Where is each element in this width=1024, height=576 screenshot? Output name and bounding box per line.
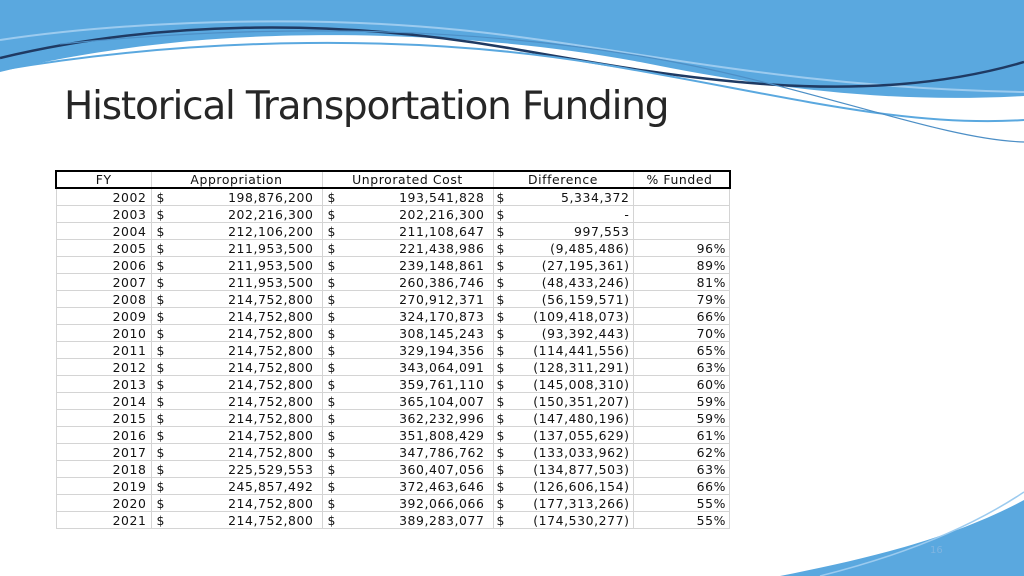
currency-symbol: $ <box>496 478 505 494</box>
cell-appropriation <box>151 342 322 359</box>
cell-appropriation <box>151 223 322 240</box>
cell-percent-funded: 61% <box>633 427 730 444</box>
cell-difference <box>493 223 633 240</box>
cell-unprorated-cost <box>322 393 493 410</box>
cell-difference <box>493 512 633 529</box>
cell-percent-funded: 63% <box>633 359 730 376</box>
cell-percent-funded: 70% <box>633 325 730 342</box>
currency-symbol: $ <box>156 410 165 426</box>
cell-unprorated-cost <box>322 206 493 223</box>
cell-percent-funded: 59% <box>633 393 730 410</box>
cell-difference-value: (109,418,073) <box>533 308 630 324</box>
table-row <box>56 342 730 359</box>
table-row <box>56 461 730 478</box>
cell-percent-funded: 55% <box>633 512 730 529</box>
table-row <box>56 240 730 257</box>
currency-symbol: $ <box>327 257 336 273</box>
currency-symbol: $ <box>156 478 165 494</box>
cell-fy: 2013 <box>56 376 151 393</box>
cell-unprorated-cost-value: 343,064,091 <box>399 359 485 375</box>
cell-percent-funded <box>633 223 730 240</box>
cell-appropriation-value: 214,752,800 <box>228 393 314 409</box>
cell-appropriation-value: 214,752,800 <box>228 427 314 443</box>
cell-unprorated-cost <box>322 240 493 257</box>
cell-appropriation <box>151 291 322 308</box>
cell-appropriation-value: 212,106,200 <box>228 223 314 239</box>
cell-difference-value: (137,055,629) <box>533 427 630 443</box>
table-row <box>56 188 730 206</box>
cell-unprorated-cost-value: 239,148,861 <box>399 257 485 273</box>
currency-symbol: $ <box>496 359 505 375</box>
cell-appropriation <box>151 274 322 291</box>
currency-symbol: $ <box>496 223 505 239</box>
currency-symbol: $ <box>327 308 336 324</box>
table-row <box>56 478 730 495</box>
cell-unprorated-cost <box>322 188 493 206</box>
cell-appropriation-value: 214,752,800 <box>228 495 314 511</box>
cell-difference-value: 5,334,372 <box>561 189 630 205</box>
cell-unprorated-cost <box>322 444 493 461</box>
cell-difference-value: - <box>624 206 630 222</box>
table-header-row <box>56 171 730 188</box>
cell-unprorated-cost-value: 202,216,300 <box>399 206 485 222</box>
cell-fy: 2014 <box>56 393 151 410</box>
cell-unprorated-cost-value: 359,761,110 <box>399 376 485 392</box>
table-row <box>56 325 730 342</box>
cell-unprorated-cost-value: 308,145,243 <box>399 325 485 341</box>
table-row <box>56 359 730 376</box>
cell-appropriation-value: 214,752,800 <box>228 291 314 307</box>
cell-appropriation-value: 214,752,800 <box>228 325 314 341</box>
cell-percent-funded: 89% <box>633 257 730 274</box>
page-number: 16 <box>930 545 943 556</box>
cell-unprorated-cost <box>322 325 493 342</box>
cell-unprorated-cost-value: 362,232,996 <box>399 410 485 426</box>
cell-difference-value: (150,351,207) <box>533 393 630 409</box>
cell-unprorated-cost <box>322 461 493 478</box>
cell-percent-funded: 96% <box>633 240 730 257</box>
table-row <box>56 393 730 410</box>
cell-appropriation-value: 214,752,800 <box>228 308 314 324</box>
currency-symbol: $ <box>156 359 165 375</box>
currency-symbol: $ <box>496 393 505 409</box>
cell-difference-value: (9,485,486) <box>550 240 630 256</box>
currency-symbol: $ <box>496 512 505 528</box>
cell-difference-value: (114,441,556) <box>533 342 630 358</box>
cell-appropriation-value: 211,953,500 <box>228 274 314 290</box>
currency-symbol: $ <box>496 189 505 205</box>
currency-symbol: $ <box>327 376 336 392</box>
cell-difference-value: (133,033,962) <box>533 444 630 460</box>
currency-symbol: $ <box>156 427 165 443</box>
header-percent-funded: % Funded <box>633 171 730 188</box>
cell-difference <box>493 359 633 376</box>
cell-percent-funded: 62% <box>633 444 730 461</box>
currency-symbol: $ <box>327 461 336 477</box>
currency-symbol: $ <box>327 223 336 239</box>
cell-unprorated-cost <box>322 342 493 359</box>
cell-fy: 2021 <box>56 512 151 529</box>
table-row <box>56 206 730 223</box>
table-row <box>56 308 730 325</box>
cell-unprorated-cost <box>322 512 493 529</box>
currency-symbol: $ <box>156 206 165 222</box>
currency-symbol: $ <box>496 308 505 324</box>
table-row <box>56 376 730 393</box>
cell-appropriation-value: 202,216,300 <box>228 206 314 222</box>
cell-difference <box>493 461 633 478</box>
currency-symbol: $ <box>327 427 336 443</box>
funding-table <box>55 170 731 529</box>
table-row <box>56 257 730 274</box>
header-appropriation: Appropriation <box>151 171 322 188</box>
cell-appropriation-value: 245,857,492 <box>228 478 314 494</box>
cell-unprorated-cost <box>322 427 493 444</box>
currency-symbol: $ <box>156 495 165 511</box>
cell-unprorated-cost <box>322 308 493 325</box>
cell-appropriation-value: 214,752,800 <box>228 444 314 460</box>
table-row <box>56 495 730 512</box>
cell-unprorated-cost-value: 324,170,873 <box>399 308 485 324</box>
currency-symbol: $ <box>496 274 505 290</box>
cell-fy: 2011 <box>56 342 151 359</box>
cell-unprorated-cost-value: 270,912,371 <box>399 291 485 307</box>
cell-unprorated-cost <box>322 257 493 274</box>
currency-symbol: $ <box>156 376 165 392</box>
cell-unprorated-cost-value: 360,407,056 <box>399 461 485 477</box>
currency-symbol: $ <box>327 512 336 528</box>
currency-symbol: $ <box>156 308 165 324</box>
currency-symbol: $ <box>156 393 165 409</box>
cell-difference-value: (145,008,310) <box>533 376 630 392</box>
slide-title: Historical Transportation Funding <box>64 84 669 129</box>
currency-symbol: $ <box>496 257 505 273</box>
cell-unprorated-cost-value: 347,786,762 <box>399 444 485 460</box>
cell-fy: 2010 <box>56 325 151 342</box>
cell-unprorated-cost <box>322 410 493 427</box>
cell-fy: 2017 <box>56 444 151 461</box>
cell-unprorated-cost-value: 221,438,986 <box>399 240 485 256</box>
cell-difference <box>493 257 633 274</box>
cell-appropriation-value: 214,752,800 <box>228 376 314 392</box>
currency-symbol: $ <box>496 444 505 460</box>
cell-appropriation <box>151 376 322 393</box>
table-row <box>56 444 730 461</box>
cell-appropriation-value: 211,953,500 <box>228 240 314 256</box>
cell-percent-funded: 55% <box>633 495 730 512</box>
cell-fy: 2007 <box>56 274 151 291</box>
cell-unprorated-cost-value: 211,108,647 <box>399 223 485 239</box>
table-row <box>56 274 730 291</box>
cell-difference <box>493 427 633 444</box>
currency-symbol: $ <box>327 393 336 409</box>
cell-fy: 2016 <box>56 427 151 444</box>
table-body <box>56 188 730 529</box>
table-row <box>56 512 730 529</box>
cell-difference <box>493 478 633 495</box>
cell-percent-funded <box>633 188 730 206</box>
cell-percent-funded: 59% <box>633 410 730 427</box>
cell-appropriation <box>151 444 322 461</box>
header-fy: FY <box>56 171 151 188</box>
currency-symbol: $ <box>496 240 505 256</box>
cell-unprorated-cost-value: 260,386,746 <box>399 274 485 290</box>
cell-fy: 2019 <box>56 478 151 495</box>
cell-difference <box>493 495 633 512</box>
cell-percent-funded <box>633 206 730 223</box>
cell-fy: 2002 <box>56 188 151 206</box>
currency-symbol: $ <box>156 291 165 307</box>
currency-symbol: $ <box>327 240 336 256</box>
cell-difference <box>493 444 633 461</box>
cell-appropriation-value: 214,752,800 <box>228 359 314 375</box>
currency-symbol: $ <box>496 427 505 443</box>
cell-appropriation <box>151 478 322 495</box>
cell-difference-value: 997,553 <box>574 223 630 239</box>
cell-difference-value: (48,433,246) <box>541 274 630 290</box>
currency-symbol: $ <box>156 461 165 477</box>
cell-unprorated-cost-value: 351,808,429 <box>399 427 485 443</box>
cell-appropriation <box>151 410 322 427</box>
cell-unprorated-cost <box>322 274 493 291</box>
cell-appropriation <box>151 512 322 529</box>
cell-appropriation <box>151 495 322 512</box>
cell-percent-funded: 66% <box>633 308 730 325</box>
currency-symbol: $ <box>156 512 165 528</box>
table-row <box>56 223 730 240</box>
cell-unprorated-cost <box>322 376 493 393</box>
cell-difference <box>493 206 633 223</box>
cell-percent-funded: 63% <box>633 461 730 478</box>
cell-difference-value: (56,159,571) <box>541 291 630 307</box>
cell-percent-funded: 66% <box>633 478 730 495</box>
cell-unprorated-cost-value: 193,541,828 <box>399 189 485 205</box>
cell-unprorated-cost-value: 329,194,356 <box>399 342 485 358</box>
cell-difference <box>493 410 633 427</box>
bottom-right-wave <box>780 500 1024 576</box>
currency-symbol: $ <box>496 291 505 307</box>
cell-appropriation <box>151 188 322 206</box>
header-difference: Difference <box>493 171 633 188</box>
cell-difference <box>493 376 633 393</box>
currency-symbol: $ <box>496 461 505 477</box>
table-row <box>56 410 730 427</box>
cell-appropriation <box>151 359 322 376</box>
cell-appropriation <box>151 461 322 478</box>
currency-symbol: $ <box>496 495 505 511</box>
cell-appropriation <box>151 393 322 410</box>
cell-percent-funded: 79% <box>633 291 730 308</box>
cell-difference <box>493 240 633 257</box>
currency-symbol: $ <box>327 189 336 205</box>
cell-fy: 2015 <box>56 410 151 427</box>
cell-appropriation-value: 214,752,800 <box>228 512 314 528</box>
cell-unprorated-cost <box>322 291 493 308</box>
cell-percent-funded: 81% <box>633 274 730 291</box>
currency-symbol: $ <box>156 189 165 205</box>
currency-symbol: $ <box>327 478 336 494</box>
currency-symbol: $ <box>156 325 165 341</box>
funding-table-container <box>55 170 731 529</box>
cell-fy: 2008 <box>56 291 151 308</box>
currency-symbol: $ <box>327 342 336 358</box>
currency-symbol: $ <box>327 274 336 290</box>
cell-difference-value: (134,877,503) <box>533 461 630 477</box>
cell-difference <box>493 188 633 206</box>
currency-symbol: $ <box>327 325 336 341</box>
cell-difference-value: (147,480,196) <box>533 410 630 426</box>
currency-symbol: $ <box>496 342 505 358</box>
currency-symbol: $ <box>156 240 165 256</box>
currency-symbol: $ <box>327 359 336 375</box>
cell-fy: 2009 <box>56 308 151 325</box>
cell-appropriation <box>151 325 322 342</box>
currency-symbol: $ <box>327 495 336 511</box>
cell-appropriation-value: 214,752,800 <box>228 342 314 358</box>
cell-fy: 2012 <box>56 359 151 376</box>
currency-symbol: $ <box>496 325 505 341</box>
cell-fy: 2003 <box>56 206 151 223</box>
cell-appropriation <box>151 308 322 325</box>
cell-unprorated-cost <box>322 478 493 495</box>
cell-difference <box>493 325 633 342</box>
cell-appropriation-value: 214,752,800 <box>228 410 314 426</box>
cell-appropriation <box>151 427 322 444</box>
cell-difference-value: (174,530,277) <box>533 512 630 528</box>
header-unprorated-cost: Unprorated Cost <box>322 171 493 188</box>
cell-percent-funded: 60% <box>633 376 730 393</box>
cell-difference-value: (177,313,266) <box>533 495 630 511</box>
cell-appropriation-value: 198,876,200 <box>228 189 314 205</box>
currency-symbol: $ <box>327 410 336 426</box>
cell-unprorated-cost-value: 372,463,646 <box>399 478 485 494</box>
cell-appropriation-value: 211,953,500 <box>228 257 314 273</box>
currency-symbol: $ <box>327 444 336 460</box>
currency-symbol: $ <box>156 223 165 239</box>
currency-symbol: $ <box>156 274 165 290</box>
currency-symbol: $ <box>496 376 505 392</box>
cell-appropriation <box>151 206 322 223</box>
currency-symbol: $ <box>156 444 165 460</box>
cell-unprorated-cost-value: 392,066,066 <box>399 495 485 511</box>
cell-difference <box>493 291 633 308</box>
cell-appropriation <box>151 257 322 274</box>
cell-difference <box>493 274 633 291</box>
cell-unprorated-cost <box>322 359 493 376</box>
cell-difference <box>493 393 633 410</box>
cell-difference-value: (128,311,291) <box>533 359 630 375</box>
cell-difference-value: (126,606,154) <box>533 478 630 494</box>
table-row <box>56 291 730 308</box>
currency-symbol: $ <box>156 257 165 273</box>
table-row <box>56 427 730 444</box>
cell-unprorated-cost-value: 365,104,007 <box>399 393 485 409</box>
cell-fy: 2018 <box>56 461 151 478</box>
cell-appropriation-value: 225,529,553 <box>228 461 314 477</box>
cell-appropriation <box>151 240 322 257</box>
cell-unprorated-cost <box>322 495 493 512</box>
cell-difference <box>493 342 633 359</box>
cell-difference-value: (27,195,361) <box>541 257 630 273</box>
currency-symbol: $ <box>496 206 505 222</box>
cell-percent-funded: 65% <box>633 342 730 359</box>
cell-unprorated-cost-value: 389,283,077 <box>399 512 485 528</box>
currency-symbol: $ <box>327 291 336 307</box>
currency-symbol: $ <box>327 206 336 222</box>
cell-fy: 2006 <box>56 257 151 274</box>
cell-difference <box>493 308 633 325</box>
cell-fy: 2005 <box>56 240 151 257</box>
cell-difference-value: (93,392,443) <box>541 325 630 341</box>
cell-unprorated-cost <box>322 223 493 240</box>
cell-fy: 2004 <box>56 223 151 240</box>
currency-symbol: $ <box>156 342 165 358</box>
cell-fy: 2020 <box>56 495 151 512</box>
currency-symbol: $ <box>496 410 505 426</box>
